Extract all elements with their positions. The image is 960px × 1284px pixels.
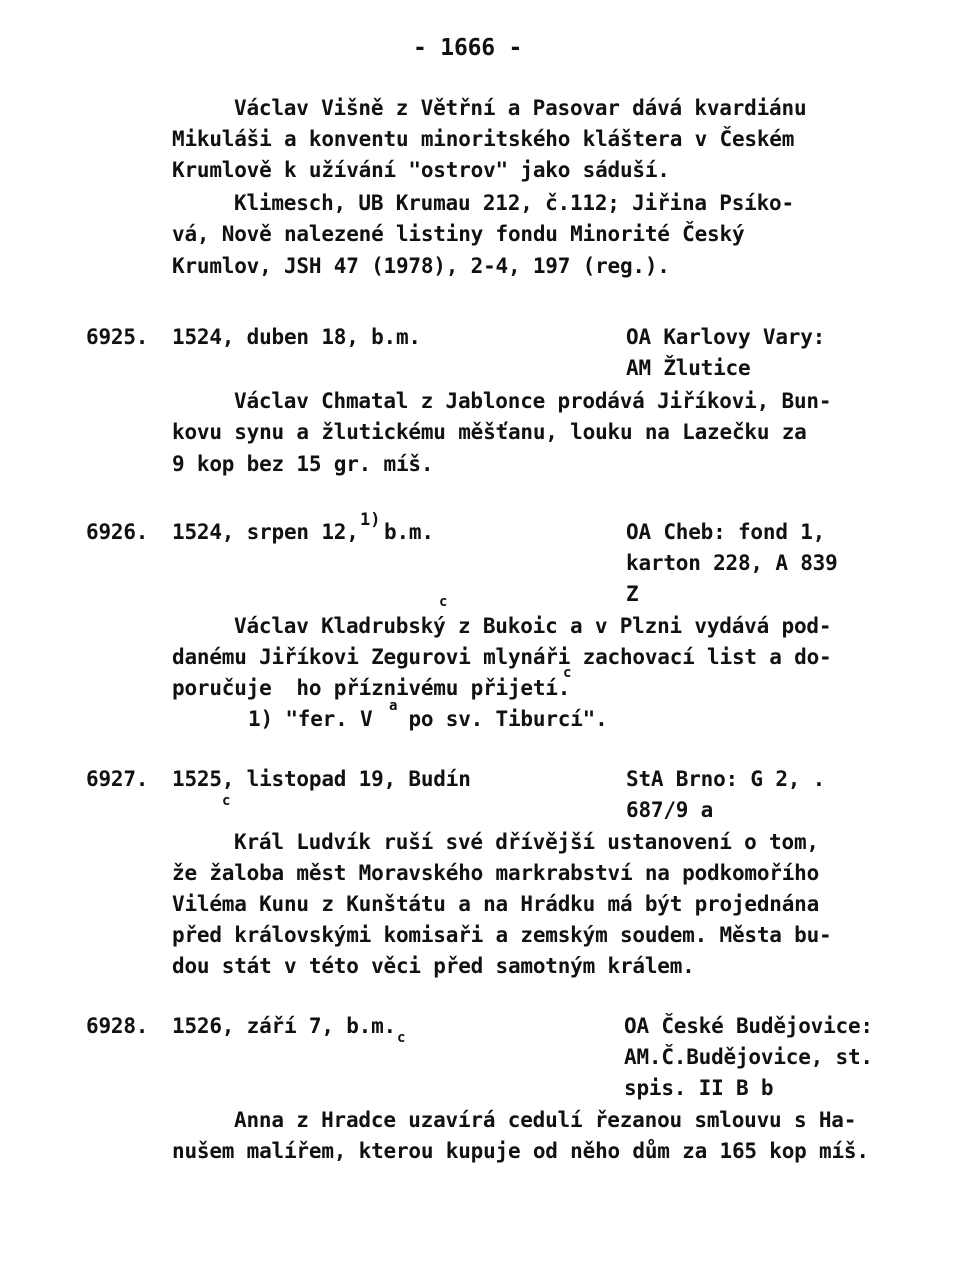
intro-text-line: Václav Višně z Větřní a Pasovar dává kvardiánu xyxy=(234,96,807,120)
entry-source: StA Brno: G 2, . xyxy=(626,767,826,791)
entry-text-line: dou stát v této věci před samotným králem. xyxy=(172,954,695,978)
intro-text-line: Krumlově k užívání "ostrov" jako sáduší. xyxy=(172,158,670,182)
entry-text-line: 9 kop bez 15 gr. míš. xyxy=(172,452,434,476)
entry-source: AM.Č.Budějovice, st. xyxy=(624,1045,873,1069)
footnote-reference: 1) xyxy=(360,510,381,530)
entry-number: 6928. xyxy=(86,1014,149,1038)
entry-source: OA Cheb: fond 1, xyxy=(626,520,826,544)
entry-date: 1526, září 7, b.m. xyxy=(172,1014,396,1038)
entry-source: OA České Budějovice: xyxy=(624,1014,873,1038)
entry-date-suffix: b.m. xyxy=(384,520,434,544)
entry-text-line: poručuje ho příznivému přijetí. xyxy=(172,676,571,700)
entry-text-line: Václav Chmatal z Jablonce prodává Jiříkovi, Bun- xyxy=(234,389,832,413)
footnote-text-end: po sv. Tiburcí". xyxy=(396,707,608,731)
entry-text-line: před královskými komisaři a zemským soudem. Města bu- xyxy=(172,923,832,947)
entry-source: 687/9 a xyxy=(626,798,714,822)
intro-citation-line: Krumlov, JSH 47 (1978), 2-4, 197 (reg.). xyxy=(172,254,670,278)
entry-text-line: Viléma Kunu z Kunštátu a na Hrádku má být projednána xyxy=(172,892,820,916)
intro-citation-line: Klimesch, UB Krumau 212, č.112; Jiřina Psíko- xyxy=(234,191,794,215)
handwritten-correction-mark: c xyxy=(439,594,448,610)
entry-date: 1524, duben 18, b.m. xyxy=(172,325,421,349)
entry-date: 1525, listopad 19, Budín xyxy=(172,767,471,791)
entry-source: spis. II B b xyxy=(624,1076,774,1100)
entry-source: AM Žlutice xyxy=(626,356,751,380)
entry-source: Z xyxy=(626,582,639,606)
entry-source: OA Karlovy Vary: xyxy=(626,325,826,349)
entry-text-line: že žaloba měst Moravského markrabství na podkomořího xyxy=(172,861,820,885)
page-number-header: - 1666 - xyxy=(413,35,523,61)
entry-number: 6925. xyxy=(86,325,149,349)
intro-citation-line: vá, Nově nalezené listiny fondu Minorité Český xyxy=(172,222,745,246)
entry-text-line: Anna z Hradce uzavírá cedulí řezanou smlouvu s Ha- xyxy=(234,1108,857,1132)
entry-date: 1524, srpen 12, xyxy=(172,520,359,544)
entry-text-line: nušem malířem, kterou kupuje od něho dům za 165 kop míš. xyxy=(172,1139,869,1163)
handwritten-correction-mark: c xyxy=(222,793,231,809)
entry-text-line: danému Jiříkovi Zegurovi mlynáři zachovací list a do- xyxy=(172,645,832,669)
footnote-superscript: a xyxy=(389,698,398,714)
entry-number: 6926. xyxy=(86,520,149,544)
entry-source: karton 228, A 839 xyxy=(626,551,838,575)
footnote-text: 1) "fer. V xyxy=(248,707,373,731)
entry-text-line: Václav Kladrubský z Bukoic a v Plzni vydává pod- xyxy=(234,614,832,638)
entry-text-line: Král Ludvík ruší své dřívější ustanovení o tom, xyxy=(234,830,819,854)
handwritten-correction-mark: c xyxy=(397,1030,406,1046)
entry-number: 6927. xyxy=(86,767,149,791)
handwritten-correction-mark: c xyxy=(563,665,572,681)
entry-text-line: kovu synu a žlutickému měšťanu, louku na Lazečku za xyxy=(172,420,807,444)
intro-text-line: Mikuláši a konventu minoritského kláštera v Českém xyxy=(172,127,795,151)
